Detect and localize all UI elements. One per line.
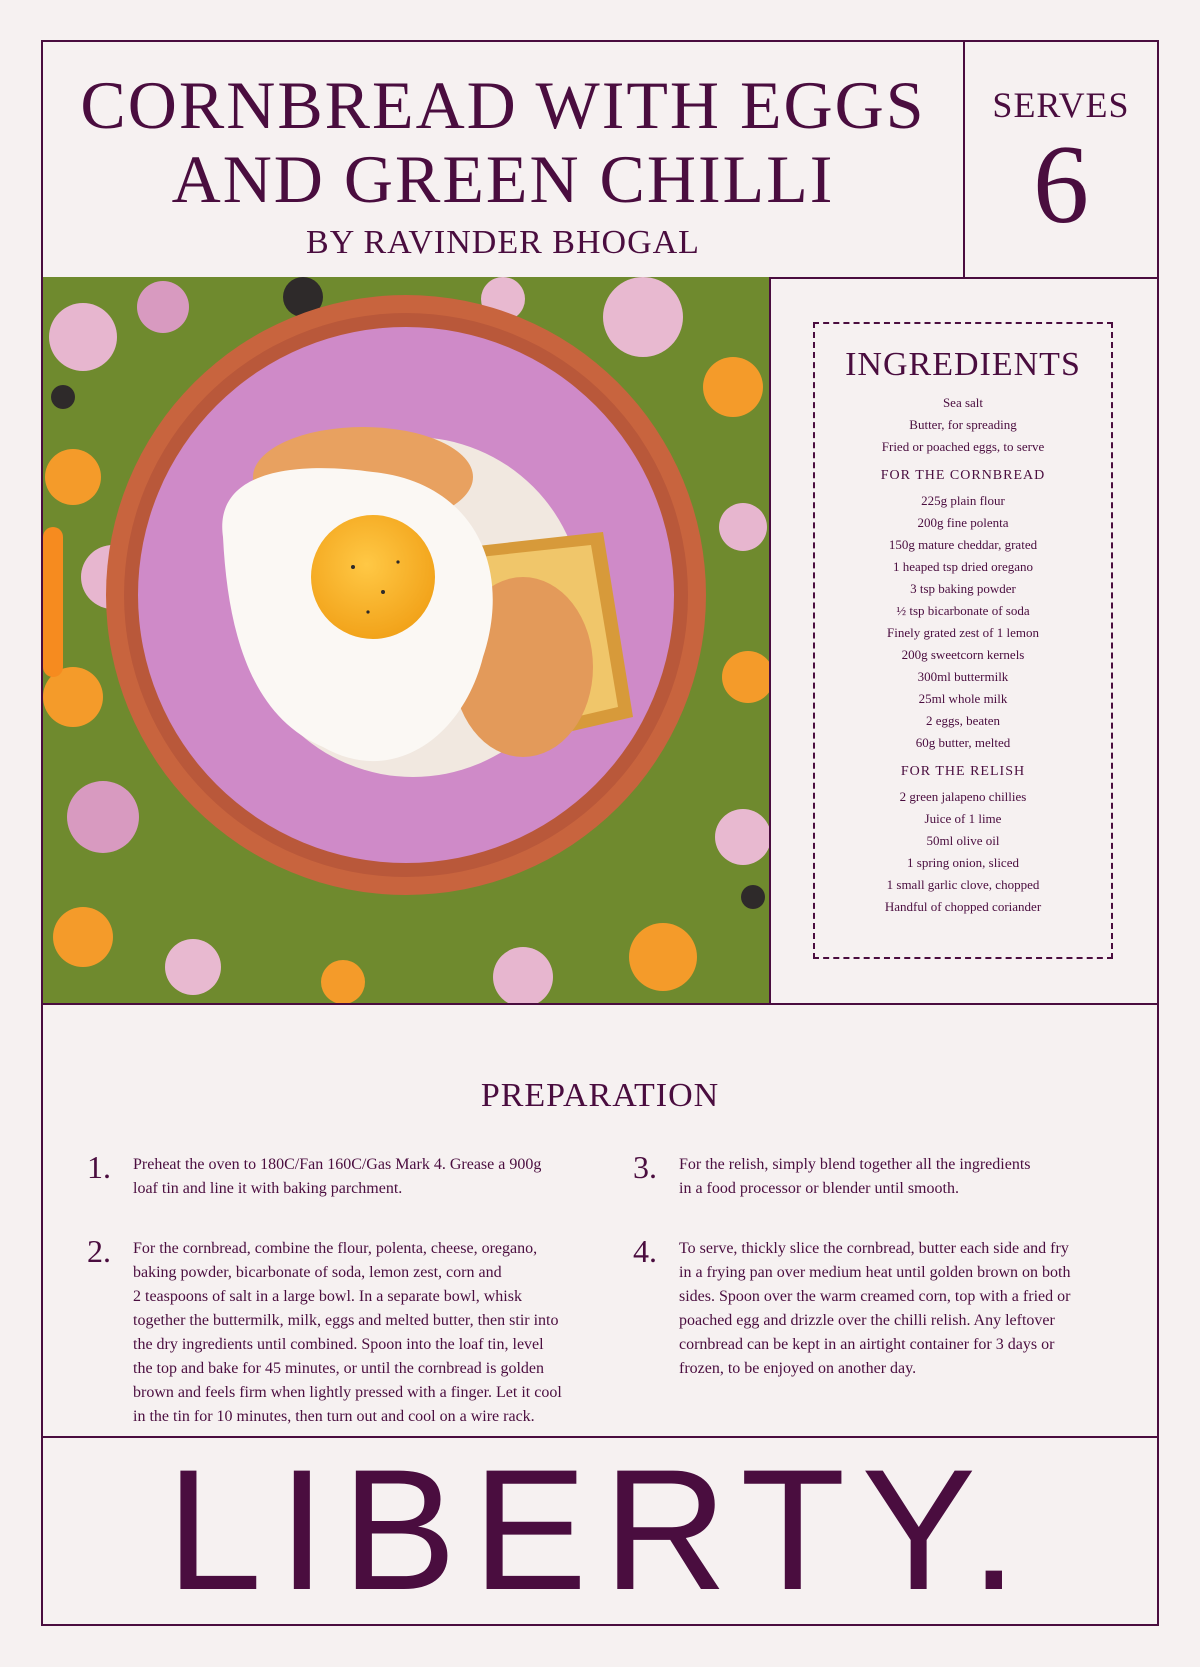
recipe-card bbox=[41, 40, 1159, 1626]
liberty-logo: LIBERTY. bbox=[166, 1434, 1034, 1626]
recipe-title-line-1: CORNBREAD WITH EGGS bbox=[80, 67, 926, 143]
step-line: in the tin for 10 minutes, then turn out and cool on a wire rack. bbox=[133, 1408, 535, 1425]
dish-photo bbox=[43, 277, 771, 1003]
ingredient-item: 3 tsp baking powder bbox=[910, 581, 1016, 596]
ingredient-item: Juice of 1 lime bbox=[924, 811, 1002, 826]
recipe-title bbox=[43, 68, 963, 216]
ingredient-item: 150g mature cheddar, grated bbox=[888, 537, 1038, 552]
relish-ingredients-list bbox=[815, 786, 1111, 918]
ingredients-general-list bbox=[815, 392, 1111, 458]
step-line: loaf tin and line it with baking parchment. bbox=[133, 1180, 403, 1197]
step-line: poached egg and drizzle over the chilli relish. Any leftover bbox=[679, 1312, 1055, 1329]
ingredient-item: Handful of chopped coriander bbox=[884, 899, 1042, 914]
recipe-title-line-2: AND GREEN CHILLI bbox=[171, 141, 835, 217]
ingredient-item: 60g butter, melted bbox=[915, 735, 1011, 750]
ingredient-item: 225g plain flour bbox=[921, 493, 1005, 508]
ingredient-item: 200g sweetcorn kernels bbox=[901, 647, 1025, 662]
ingredient-item: 2 eggs, beaten bbox=[925, 713, 1000, 728]
step-line: cornbread can be kept in an airtight container for 3 days or bbox=[679, 1336, 1055, 1353]
ingredient-item: 25ml whole milk bbox=[918, 691, 1008, 706]
ingredient-item: ½ tsp bicarbonate of soda bbox=[896, 603, 1030, 618]
step-line: frozen, to be enjoyed on another day. bbox=[679, 1360, 917, 1377]
step-line: the top and bake for 45 minutes, or until the cornbread is golden bbox=[133, 1360, 545, 1377]
ingredient-item: 2 green jalapeno chillies bbox=[899, 789, 1027, 804]
ingredient-item: 50ml olive oil bbox=[926, 833, 1000, 848]
recipe-author: BY RAVINDER BHOGAL bbox=[306, 224, 700, 261]
dish-illustration bbox=[43, 277, 769, 1003]
step-line: brown and feels firm when lightly pressed with a finger. Let it cool bbox=[133, 1384, 562, 1401]
preparation-title: PREPARATION bbox=[480, 1077, 720, 1114]
ingredient-item: 1 heaped tsp dried oregano bbox=[892, 559, 1034, 574]
serves-label: SERVES bbox=[992, 85, 1130, 125]
step-number: 3. bbox=[633, 1149, 657, 1185]
ingredient-item: Fried or poached eggs, to serve bbox=[881, 439, 1045, 454]
ingredient-item: Butter, for spreading bbox=[909, 417, 1017, 432]
title-block bbox=[43, 42, 965, 277]
step-line: together the buttermilk, milk, eggs and melted butter, then stir into bbox=[133, 1312, 559, 1329]
step-text bbox=[133, 1237, 562, 1429]
step-text bbox=[679, 1153, 1030, 1201]
ingredient-item: Finely grated zest of 1 lemon bbox=[887, 625, 1039, 640]
step-line: Preheat the oven to 180C/Fan 160C/Gas Mark 4. Grease a 900g bbox=[133, 1156, 542, 1173]
step-line: baking powder, bicarbonate of soda, lemon zest, corn and bbox=[133, 1264, 502, 1281]
step-line: For the cornbread, combine the flour, polenta, cheese, oregano, bbox=[133, 1240, 538, 1257]
ingredients-section-heading: FOR THE RELISH bbox=[900, 764, 1026, 779]
ingredient-item: 300ml buttermilk bbox=[917, 669, 1009, 684]
ingredients-section-heading: FOR THE CORNBREAD bbox=[880, 468, 1046, 483]
step-line: the dry ingredients until combined. Spoon into the loaf tin, level bbox=[133, 1336, 544, 1353]
preparation-section bbox=[43, 1003, 1157, 1438]
ingredient-item: 200g fine polenta bbox=[917, 515, 1009, 530]
recipe-middle bbox=[43, 277, 1157, 1005]
step-line: in a food processor or blender until smooth. bbox=[679, 1180, 959, 1197]
recipe-header bbox=[43, 42, 1157, 279]
step-text bbox=[679, 1237, 1070, 1381]
serves-count: 6 bbox=[1033, 123, 1089, 247]
step-line: For the relish, simply blend together all the ingredients bbox=[679, 1156, 1031, 1173]
step-line: To serve, thickly slice the cornbread, butter each side and fry bbox=[679, 1240, 1069, 1257]
ingredients-panel bbox=[813, 322, 1113, 959]
ingredient-item: 1 spring onion, sliced bbox=[907, 855, 1019, 870]
serves-block bbox=[965, 42, 1157, 277]
step-number: 4. bbox=[633, 1233, 657, 1269]
step-line: in a frying pan over medium heat until golden brown on both bbox=[679, 1264, 1071, 1281]
ingredients-title: INGREDIENTS bbox=[845, 346, 1081, 383]
step-number: 2. bbox=[87, 1233, 111, 1269]
cornbread-ingredients-list bbox=[815, 490, 1111, 754]
ingredient-item: Sea salt bbox=[942, 395, 984, 410]
footer bbox=[43, 1436, 1157, 1624]
ingredient-item: 1 small garlic clove, chopped bbox=[886, 877, 1040, 892]
step-line: sides. Spoon over the warm creamed corn, top with a fried or bbox=[679, 1288, 1071, 1305]
step-line: 2 teaspoons of salt in a large bowl. In a separate bowl, whisk bbox=[133, 1288, 522, 1305]
step-number: 1. bbox=[87, 1149, 111, 1185]
step-text bbox=[133, 1153, 541, 1201]
